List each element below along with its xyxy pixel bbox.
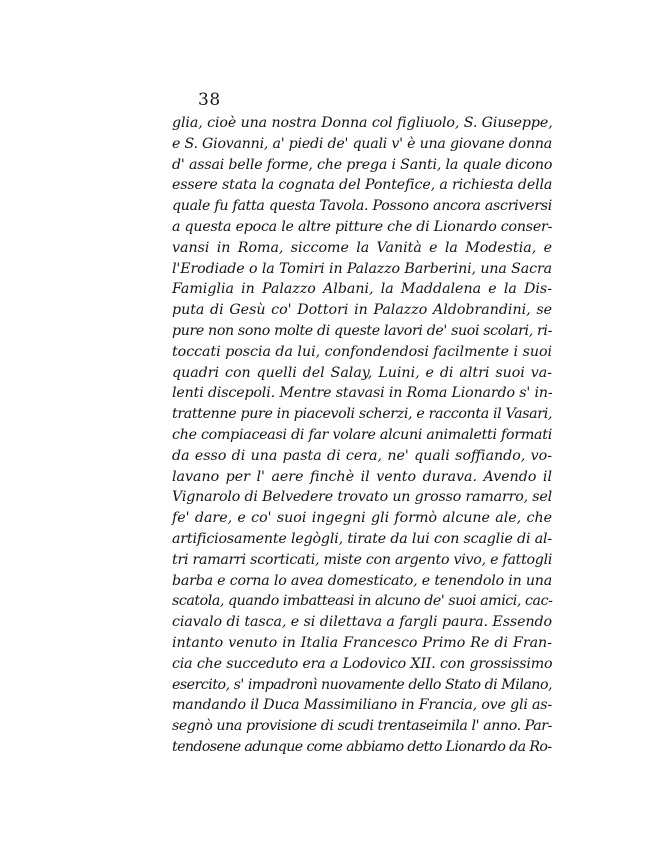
text-line: lavano per l' aere finchè il vento durava. Avendo il [172, 468, 552, 485]
text-line: ciavalo di tasca, e si dilettava a fargli paura. Essendo [172, 614, 552, 631]
text-line: scatola, quando imbatteasi in alcuno de' suoi amici, cac- [172, 593, 553, 610]
text-line: lenti discepoli. Mentre stavasi in Roma Lionardo s' in- [172, 385, 553, 402]
text-line: essere stata la cognata del Pontefice, a richiesta della [172, 177, 553, 194]
text-line: esercito, s' impadronì nuovamente dello Stato di Milano, [172, 676, 552, 693]
text-line: d' assai belle forme, che prega i Santi, la quale dicono [172, 156, 553, 173]
text-line: mandando il Duca Massimiliano in Francia, ove gli as- [172, 697, 552, 714]
body-text [172, 113, 552, 758]
text-line: intanto venuto in Italia Francesco Primo Re di Fran- [172, 634, 552, 651]
text-line: cia che succeduto era a Lodovico XII. con grossissimo [172, 655, 553, 672]
text-line: tri ramarri scorticati, miste con argento vivo, e fattogli [172, 551, 553, 568]
text-line: da esso di una pasta di cera, ne' quali soffiando, vo- [172, 447, 552, 464]
text-line: toccati poscia da lui, confondendosi facilmente i suoi [172, 343, 552, 360]
text-line: segnò una provisione di scudi trentaseimila l' anno. Par- [172, 718, 553, 735]
text-line: Vignarolo di Belvedere trovato un grosso ramarro, sel [172, 489, 552, 506]
text-line: artificiosamente legògli, tirate da lui con scaglie di al- [172, 530, 553, 547]
text-line: Famiglia in Palazzo Albani, la Maddalena e la Dis- [172, 281, 552, 298]
text-line: fe' dare, e co' suoi ingegni gli formò alcune ale, che [172, 510, 552, 527]
text-line: l'Erodiade o la Tomiri in Palazzo Barberini, una Sacra [172, 260, 552, 277]
text-line: trattenne pure in piacevoli scherzi, e racconta il Vasari, [172, 406, 553, 423]
text-line: che compiaceasi di far volare alcuni animaletti formati [172, 426, 552, 443]
text-line: pure non sono molte di queste lavori de' suoi scolari, ri- [172, 322, 552, 339]
text-line: quale fu fatta questa Tavola. Possono ancora ascriversi [172, 198, 552, 215]
text-line: quadri con quelli del Salay, Luini, e di altri suoi va- [172, 364, 552, 381]
text-line: tendosene adunque come abbiamo detto Lionardo da Ro- [172, 738, 552, 755]
text-line: e S. Giovanni, a' piedi de' quali v' è una giovane donna [172, 135, 552, 152]
text-line: a questa epoca le altre pitture che di Lionardo conser- [172, 218, 553, 235]
text-line: barba e corna lo avea domesticato, e tenendolo in una [172, 572, 552, 589]
text-line: vansi in Roma, siccome la Vanità e la Modestia, e [172, 239, 552, 256]
text-line: glia, cioè una nostra Donna col figliuolo, S. Giuseppe, [172, 115, 553, 131]
page-number: 38 [198, 90, 221, 110]
text-line: puta di Gesù co' Dottori in Palazzo Aldobrandini, se [172, 302, 552, 319]
